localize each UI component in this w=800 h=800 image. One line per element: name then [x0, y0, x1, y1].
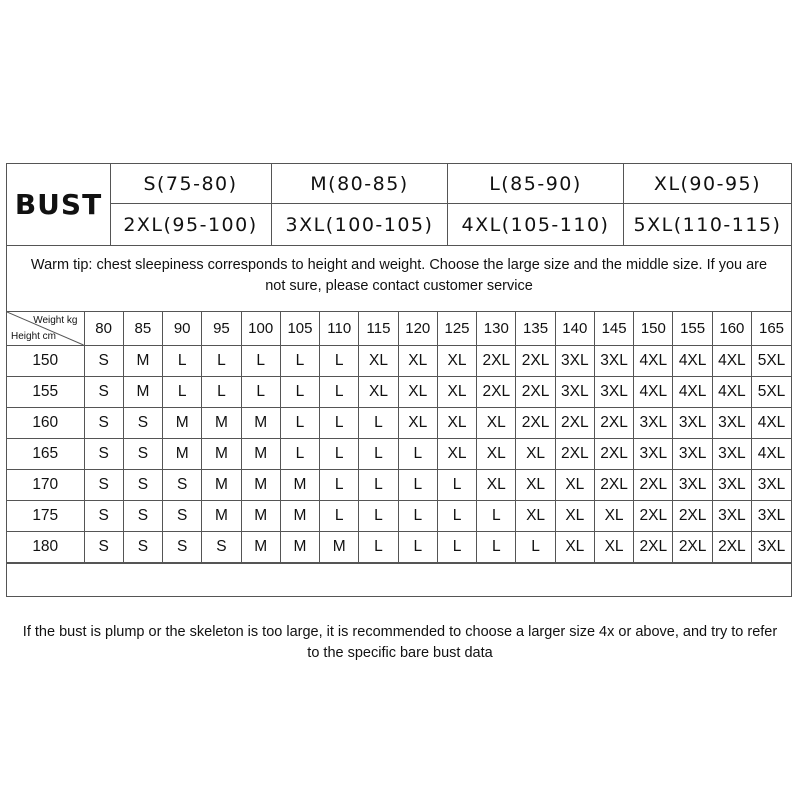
size-cell: L: [398, 501, 437, 532]
size-cell: S: [84, 377, 123, 408]
footer-note: If the bust is plump or the skeleton is too large, it is recommended to choose a larger size 4x or above, and try to refer to the specific bare bust data: [22, 624, 778, 661]
bust-size-cell: 5XL(110-115): [633, 213, 782, 236]
size-cell: L: [280, 346, 319, 377]
weight-header-cell: 135: [516, 312, 555, 346]
weight-header-cell: 130: [477, 312, 516, 346]
size-cell: 2XL: [477, 377, 516, 408]
weight-header-cell: 160: [712, 312, 751, 346]
table-row: [7, 346, 791, 377]
size-cell: 4XL: [673, 377, 712, 408]
size-cell: L: [516, 532, 555, 563]
size-cell: 5XL: [752, 346, 791, 377]
size-cell: 2XL: [594, 470, 633, 501]
size-cell: L: [320, 439, 359, 470]
corner-header: [7, 312, 84, 346]
size-cell: S: [123, 532, 162, 563]
weight-header-row: [7, 312, 791, 346]
size-cell: S: [123, 439, 162, 470]
size-cell: L: [320, 408, 359, 439]
size-cell: XL: [594, 501, 633, 532]
size-cell: XL: [555, 470, 594, 501]
table-row: [7, 377, 791, 408]
size-cell: XL: [477, 470, 516, 501]
size-cell: 3XL: [673, 408, 712, 439]
size-cell: XL: [398, 346, 437, 377]
size-cell: S: [84, 501, 123, 532]
height-cell: 175: [7, 501, 84, 532]
size-cell: L: [437, 470, 476, 501]
bust-size-cell: 3XL(100-105): [272, 204, 448, 245]
size-table: [7, 312, 791, 563]
size-cell: 4XL: [712, 377, 751, 408]
size-cell: S: [84, 346, 123, 377]
size-cell: 4XL: [752, 439, 791, 470]
size-cell: L: [280, 439, 319, 470]
weight-header-cell: 125: [437, 312, 476, 346]
size-cell: M: [123, 346, 162, 377]
size-cell: XL: [516, 439, 555, 470]
height-cell: 150: [7, 346, 84, 377]
size-cell: S: [163, 501, 202, 532]
table-row: [7, 501, 791, 532]
size-cell: XL: [437, 408, 476, 439]
size-cell: L: [359, 408, 398, 439]
height-axis-label: Height cm: [11, 331, 57, 342]
size-cell: M: [123, 377, 162, 408]
size-cell: M: [241, 408, 280, 439]
size-cell: S: [123, 408, 162, 439]
height-cell: 170: [7, 470, 84, 501]
weight-axis-label: Weight kg: [33, 315, 78, 326]
size-cell: S: [84, 408, 123, 439]
weight-header-cell: 85: [123, 312, 162, 346]
size-cell: L: [359, 439, 398, 470]
size-cell: L: [477, 532, 516, 563]
bust-size-cell: 2XL(95-100): [110, 204, 272, 245]
size-cell: 2XL: [555, 439, 594, 470]
size-cell: L: [477, 501, 516, 532]
weight-header-cell: 165: [752, 312, 791, 346]
size-cell: 3XL: [712, 408, 751, 439]
size-cell: M: [241, 532, 280, 563]
size-cell: XL: [594, 532, 633, 563]
size-cell: M: [280, 470, 319, 501]
weight-header-cell: 150: [634, 312, 673, 346]
size-cell: 3XL: [594, 346, 633, 377]
size-cell: 2XL: [712, 532, 751, 563]
size-cell: S: [163, 470, 202, 501]
size-cell: L: [437, 501, 476, 532]
size-cell: XL: [437, 377, 476, 408]
weight-header-cell: 120: [398, 312, 437, 346]
size-cell: XL: [477, 439, 516, 470]
size-cell: 4XL: [634, 377, 673, 408]
bust-section: [7, 164, 791, 246]
size-cell: XL: [477, 408, 516, 439]
size-cell: 3XL: [594, 377, 633, 408]
size-cell: 2XL: [673, 501, 712, 532]
size-cell: 3XL: [555, 346, 594, 377]
weight-header-cell: 140: [555, 312, 594, 346]
bust-size-cell: 4XL(105-110): [448, 204, 624, 245]
size-cell: XL: [516, 501, 555, 532]
size-cell: S: [202, 532, 241, 563]
bust-size-grid: [110, 164, 791, 245]
size-cell: 2XL: [516, 377, 555, 408]
size-chart: [6, 163, 792, 597]
size-cell: 3XL: [712, 470, 751, 501]
height-cell: 180: [7, 532, 84, 563]
size-cell: XL: [359, 377, 398, 408]
size-cell: 3XL: [752, 532, 791, 563]
size-cell: M: [202, 439, 241, 470]
size-cell: L: [241, 377, 280, 408]
bust-size-cell: XL(90-95): [624, 164, 791, 204]
size-cell: M: [280, 501, 319, 532]
size-cell: 3XL: [712, 439, 751, 470]
weight-header-cell: 80: [84, 312, 123, 346]
size-cell: L: [202, 346, 241, 377]
table-row: [7, 532, 791, 563]
size-cell: 3XL: [634, 439, 673, 470]
warm-tip: Warm tip: chest sleepiness corresponds to height and weight. Choose the large size and the middle size. If you are not sure, please contact customer service: [7, 246, 791, 312]
size-cell: M: [163, 408, 202, 439]
height-cell: 160: [7, 408, 84, 439]
table-row: [7, 408, 791, 439]
size-cell: L: [398, 470, 437, 501]
size-cell: 3XL: [712, 501, 751, 532]
bust-size-cell: L(85-90): [448, 164, 624, 204]
size-cell: 3XL: [673, 470, 712, 501]
size-cell: M: [202, 408, 241, 439]
size-cell: 2XL: [555, 408, 594, 439]
size-cell: L: [320, 377, 359, 408]
weight-header-cell: 110: [320, 312, 359, 346]
weight-header-cell: 155: [673, 312, 712, 346]
size-cell: 2XL: [673, 532, 712, 563]
size-cell: XL: [359, 346, 398, 377]
size-cell: L: [359, 532, 398, 563]
size-cell: 3XL: [634, 408, 673, 439]
size-cell: XL: [437, 439, 476, 470]
size-cell: L: [359, 501, 398, 532]
size-cell: M: [320, 532, 359, 563]
size-cell: S: [84, 439, 123, 470]
size-cell: M: [241, 439, 280, 470]
size-cell: L: [320, 346, 359, 377]
size-cell: L: [163, 346, 202, 377]
size-cell: 4XL: [634, 346, 673, 377]
size-cell: S: [84, 470, 123, 501]
size-cell: 2XL: [634, 532, 673, 563]
weight-header-cell: 95: [202, 312, 241, 346]
bust-label: BUST: [7, 164, 111, 245]
height-cell: 155: [7, 377, 84, 408]
size-cell: 4XL: [712, 346, 751, 377]
size-cell: L: [359, 470, 398, 501]
size-cell: 4XL: [752, 408, 791, 439]
size-cell: S: [123, 470, 162, 501]
weight-header-cell: 115: [359, 312, 398, 346]
size-cell: L: [280, 377, 319, 408]
size-cell: L: [398, 532, 437, 563]
size-cell: 3XL: [673, 439, 712, 470]
table-row: [7, 439, 791, 470]
bust-size-cell: S(75-80): [110, 164, 272, 204]
size-cell: M: [280, 532, 319, 563]
size-cell: XL: [398, 377, 437, 408]
size-cell: L: [398, 439, 437, 470]
size-cell: 2XL: [594, 408, 633, 439]
weight-header-cell: 105: [280, 312, 319, 346]
size-cell: 3XL: [555, 377, 594, 408]
size-cell: L: [280, 408, 319, 439]
size-cell: L: [163, 377, 202, 408]
table-row: [7, 470, 791, 501]
size-cell: XL: [555, 501, 594, 532]
size-cell: 4XL: [673, 346, 712, 377]
size-cell: XL: [555, 532, 594, 563]
weight-header-cell: 90: [163, 312, 202, 346]
size-cell: 2XL: [477, 346, 516, 377]
size-cell: XL: [516, 470, 555, 501]
height-cell: 165: [7, 439, 84, 470]
size-cell: 2XL: [634, 501, 673, 532]
size-cell: L: [202, 377, 241, 408]
size-cell: M: [241, 501, 280, 532]
size-cell: M: [202, 501, 241, 532]
size-cell: XL: [437, 346, 476, 377]
size-cell: L: [320, 501, 359, 532]
bust-size-cell: M(80-85): [272, 164, 448, 204]
size-cell: S: [84, 532, 123, 563]
size-cell: 2XL: [516, 346, 555, 377]
size-cell: L: [241, 346, 280, 377]
size-cell: 2XL: [516, 408, 555, 439]
size-cell: L: [320, 470, 359, 501]
size-cell: 3XL: [752, 501, 791, 532]
size-cell: XL: [398, 408, 437, 439]
size-cell: 3XL: [752, 470, 791, 501]
size-cell: 2XL: [594, 439, 633, 470]
size-cell: S: [123, 501, 162, 532]
weight-header-cell: 145: [594, 312, 633, 346]
size-cell: 5XL: [752, 377, 791, 408]
size-cell: L: [437, 532, 476, 563]
blank-row: [7, 563, 791, 596]
size-cell: 2XL: [634, 470, 673, 501]
weight-header-cell: 100: [241, 312, 280, 346]
size-cell: M: [202, 470, 241, 501]
size-cell: M: [163, 439, 202, 470]
size-cell: M: [241, 470, 280, 501]
size-cell: S: [163, 532, 202, 563]
